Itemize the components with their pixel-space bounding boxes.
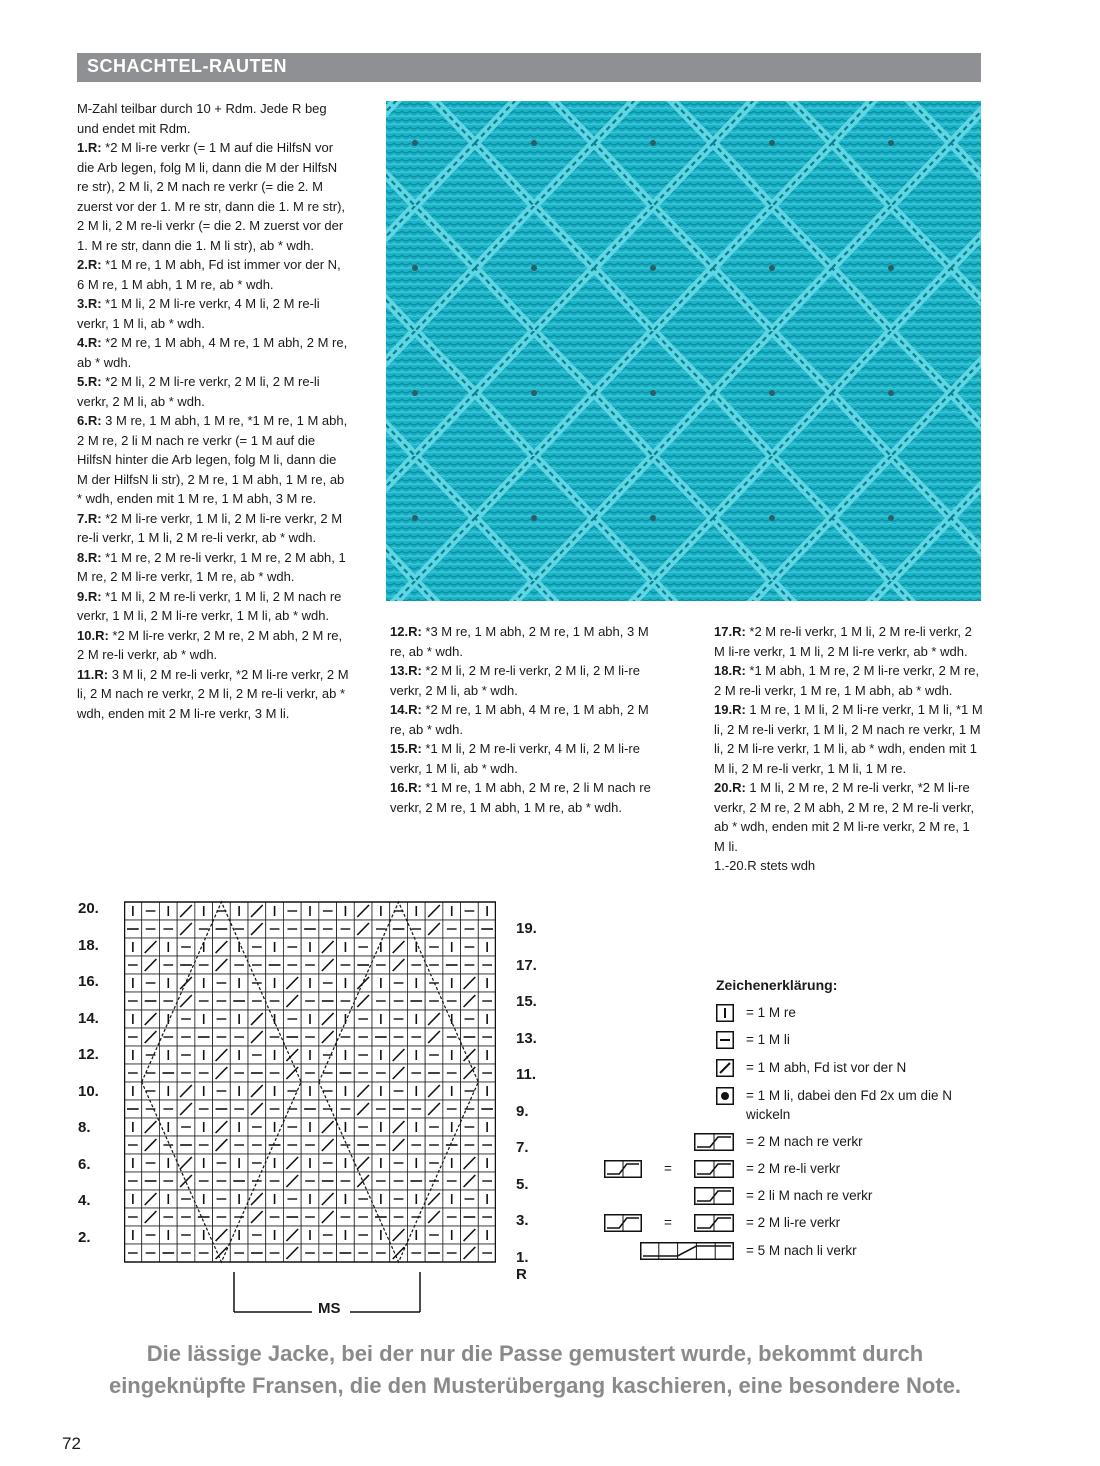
page-number: 72 — [62, 1434, 81, 1453]
row-text: *1 M li, 2 M re-li verkr, 1 M li, 2 M nach re verkr, 1 M li, 2 M li-re verkr, 1 M li, ab * wdh. — [77, 588, 342, 623]
row-text: 3 M re, 1 M abh, 1 M re, *1 M re, 1 M abh, 2 M re, 2 li M nach re verkr (= 1 M auf die HilfsN hinter die Arb legen, folg M li, dann die M der HilfsN li str), 2 M re, 1 M abh, 1 M re, ab * wdh, enden mit 1 M re, 1 M abh, 3 M re. — [77, 413, 348, 506]
legend-item-text: = 1 M abh, Fd ist vor der N — [746, 1060, 907, 1075]
row-number: 5.R: — [77, 374, 106, 389]
row-text: *2 M li-re verkr, 2 M re, 2 M abh, 2 M re, 2 M re-li verkr, ab * wdh. — [77, 627, 343, 662]
row-number: 14.R: — [390, 702, 426, 717]
chart-row-label: 11. — [516, 1066, 537, 1083]
row-number: 10.R: — [77, 627, 113, 643]
row-number: 16.R: — [390, 780, 426, 795]
knit-swatch-photo — [386, 101, 981, 601]
row-text: *3 M re, 1 M abh, 2 M re, 1 M abh, 3 M re, ab * wdh. — [390, 624, 649, 659]
row-number: 7.R: — [77, 510, 106, 526]
row-instruction — [77, 587, 349, 626]
legend-item-text: = 5 M nach li verkr — [746, 1243, 857, 1258]
instructions-right-column — [714, 622, 984, 876]
cross-right-purl-alt-icon — [604, 1160, 642, 1183]
row-instruction — [77, 411, 349, 509]
chart-row-label: 5. — [516, 1175, 529, 1193]
wrap-symbol-icon — [716, 1087, 734, 1110]
row-instruction — [714, 778, 984, 856]
legend-title: Zeichenerklärung: — [716, 977, 838, 993]
chart-row-label: 18. — [78, 936, 99, 954]
chart-row-label: 19. — [516, 920, 537, 937]
row-text: *1 M re, 2 M re-li verkr, 1 M re, 2 M abh, 1 M re, 2 M li-re verkr, 1 M re, ab * wdh. — [77, 549, 346, 584]
legend-item-text: = 2 M li-re verkr — [746, 1215, 841, 1230]
instructions-left-column — [77, 99, 349, 723]
row-instruction — [714, 661, 984, 700]
row-number: 18.R: — [714, 663, 750, 678]
row-number: 3.R: — [77, 296, 106, 311]
chart-row-label: 9. — [516, 1102, 529, 1120]
row-number: 9.R: — [77, 588, 106, 604]
row-instructions-left — [77, 138, 349, 723]
cross-five-left-icon — [640, 1242, 734, 1265]
row-instruction — [390, 661, 660, 700]
row-instruction — [714, 700, 984, 778]
row-text: *2 M li, 2 M re-li verkr, 2 M li, 2 M li-re verkr, 2 M li, ab * wdh. — [390, 663, 640, 698]
cross-right-icon — [694, 1133, 734, 1156]
row-text: *2 M re, 1 M abh, 4 M re, 1 M abh, 2 M re, ab * wdh. — [77, 335, 348, 370]
row-number: 1.R: — [77, 140, 106, 155]
row-text: *1 M re, 1 M abh, 2 M re, 2 li M nach re verkr, 2 M re, 1 M abh, 1 M re, ab * wdh. — [390, 780, 651, 815]
chart-row-label: 17. — [516, 956, 537, 974]
chart-row-label: 16. — [78, 973, 99, 990]
knit-symbol-icon — [716, 1004, 734, 1027]
pattern-repeat-label: MS — [318, 1300, 341, 1317]
chart-row-label: 3. — [516, 1212, 529, 1229]
row-instruction — [77, 626, 349, 665]
chart-row-label: 4. — [78, 1192, 91, 1209]
legend-item-text: = 2 M re-li verkr — [746, 1161, 841, 1176]
row-text: *2 M re-li verkr, 1 M li, 2 M re-li verkr, 2 M li-re verkr, 1 M li, 2 M li-re verkr, ab * wdh. — [714, 624, 972, 659]
row-instruction — [390, 622, 660, 661]
knit-swatch-image — [386, 101, 981, 601]
slip-symbol-icon — [716, 1059, 734, 1082]
cross-right-purl-icon — [694, 1160, 734, 1183]
cross-left-purl-alt-icon — [604, 1214, 642, 1237]
chart-row-label: 6. — [78, 1155, 91, 1173]
chart-row-label: 8. — [78, 1119, 91, 1136]
row-instruction — [77, 665, 349, 724]
row-instruction — [77, 138, 349, 255]
chart-row-label: 2. — [78, 1228, 91, 1246]
row-text: 3 M li, 2 M re-li verkr, *2 M li-re verkr, 2 M li, 2 M nach re verkr, 2 M li, 2 M re-li verkr, ab * wdh, enden mit 2 M li-re verkr, 3 M li. — [77, 666, 349, 721]
row-number: 6.R: — [77, 413, 106, 428]
row-number: 20.R: — [714, 780, 750, 795]
chart-row-label: 1. R — [516, 1248, 529, 1283]
chart-row-label: 20. — [78, 900, 99, 917]
row-instruction — [77, 509, 349, 548]
row-number: 2.R: — [77, 257, 106, 272]
chart-row-label: 7. — [516, 1139, 529, 1156]
row-instruction — [77, 548, 349, 587]
chart-row-label: 12. — [78, 1046, 99, 1063]
row-instruction — [77, 294, 349, 333]
row-text: *1 M li, 2 M li-re verkr, 4 M li, 2 M re-li verkr, 1 M li, ab * wdh. — [77, 296, 320, 331]
row-text: *2 M li-re verkr (= 1 M auf die HilfsN vor die Arb legen, folg M li, dann die M der HilfsN re str), 2 M li, 2 M nach re verkr (= die 2. M zuerst vor der 1. M re str, dann die 1. M re str), 2 M li, 2 M re-li verkr (= die 2. M zuerst vor der 1. M re str, dann die 1. M li str), ab * wdh. — [77, 140, 346, 253]
row-instructions-right — [714, 622, 984, 856]
chart-row-label: 10. — [78, 1082, 99, 1100]
legend-item-text: = 1 M li — [746, 1032, 790, 1047]
row-instructions-middle — [390, 622, 660, 817]
row-text: *2 M li, 2 M li-re verkr, 2 M li, 2 M re-li verkr, 2 M li, ab * wdh. — [77, 374, 320, 409]
row-text: 1 M re, 1 M li, 2 M li-re verkr, 1 M li, *1 M li, 2 M re-li verkr, 1 M li, 2 M nach re verkr, 1 M li, 2 M li-re verkr, 1 M li, ab * wdh, enden mit 1 M li, 2 M re-li verkr, 1 M li, 1 M re. — [714, 702, 983, 776]
row-instruction — [390, 700, 660, 739]
row-instruction — [714, 622, 984, 661]
row-instruction — [390, 739, 660, 778]
chart-row-label: 14. — [78, 1009, 99, 1027]
row-number: 11.R: — [77, 666, 112, 682]
row-number: 17.R: — [714, 624, 750, 639]
equivalence-sign: = — [664, 1215, 672, 1230]
row-instruction — [77, 255, 349, 294]
legend-item-text: = 1 M re — [746, 1005, 796, 1020]
legend-item-text: = 1 M li, dabei den Fd 2x um die N wickeln — [746, 1088, 952, 1122]
row-text: 1 M li, 2 M re, 2 M re-li verkr, *2 M li-re verkr, 2 M re, 2 M abh, 2 M re, 2 M re-li verkr, ab * wdh, enden mit 2 M li-re verkr, 2 M re, 1 M li. — [714, 780, 975, 854]
row-text: *1 M li, 2 M re-li verkr, 4 M li, 2 M li-re verkr, 1 M li, ab * wdh. — [390, 741, 640, 776]
cross-purl-right-icon — [694, 1187, 734, 1210]
row-number: 15.R: — [390, 741, 426, 756]
legend-item-text: = 2 M nach re verkr — [746, 1134, 863, 1149]
equivalence-sign: = — [664, 1161, 672, 1176]
row-number: 19.R: — [714, 702, 750, 717]
row-number: 12.R: — [390, 624, 426, 639]
purl-symbol-icon — [716, 1031, 734, 1054]
section-title-bar — [77, 53, 981, 82]
chart-row-label: 15. — [516, 993, 537, 1010]
section-title: SCHACHTEL-RAUTEN — [87, 56, 287, 76]
row-number: 4.R: — [77, 335, 106, 350]
row-number: 8.R: — [77, 549, 106, 565]
row-text: *2 M li-re verkr, 1 M li, 2 M li-re verkr, 2 M re-li verkr, 1 M li, 2 M re-li verkr, ab * wdh. — [77, 510, 343, 545]
knitting-chart — [124, 897, 496, 1267]
chart-row-label: 13. — [516, 1029, 537, 1047]
repeat-note: 1.-20.R stets wdh — [714, 858, 816, 873]
row-number: 13.R: — [390, 663, 426, 678]
row-text: *1 M abh, 1 M re, 2 M li-re verkr, 2 M re, 2 M re-li verkr, 1 M re, 1 M abh, ab * wdh. — [714, 663, 980, 698]
row-instruction — [77, 333, 349, 372]
row-text: *2 M re, 1 M abh, 4 M re, 1 M abh, 2 M re, ab * wdh. — [390, 702, 649, 737]
legend-item-text: = 2 li M nach re verkr — [746, 1188, 873, 1203]
row-instruction — [390, 778, 660, 817]
row-instruction — [77, 372, 349, 411]
photo-caption: Die lässige Jacke, bei der nur die Passe gemustert wurde, bekommt durch eingeknüpfte Fransen, die den Musterübergang kaschieren, eine besondere Note. — [108, 1341, 962, 1398]
intro-text: M-Zahl teilbar durch 10 + Rdm. Jede R beg und endet mit Rdm. — [77, 101, 327, 136]
row-text: *1 M re, 1 M abh, Fd ist immer vor der N, 6 M re, 1 M abh, 1 M re, ab * wdh. — [77, 257, 341, 292]
cross-left-purl-icon — [694, 1214, 734, 1237]
